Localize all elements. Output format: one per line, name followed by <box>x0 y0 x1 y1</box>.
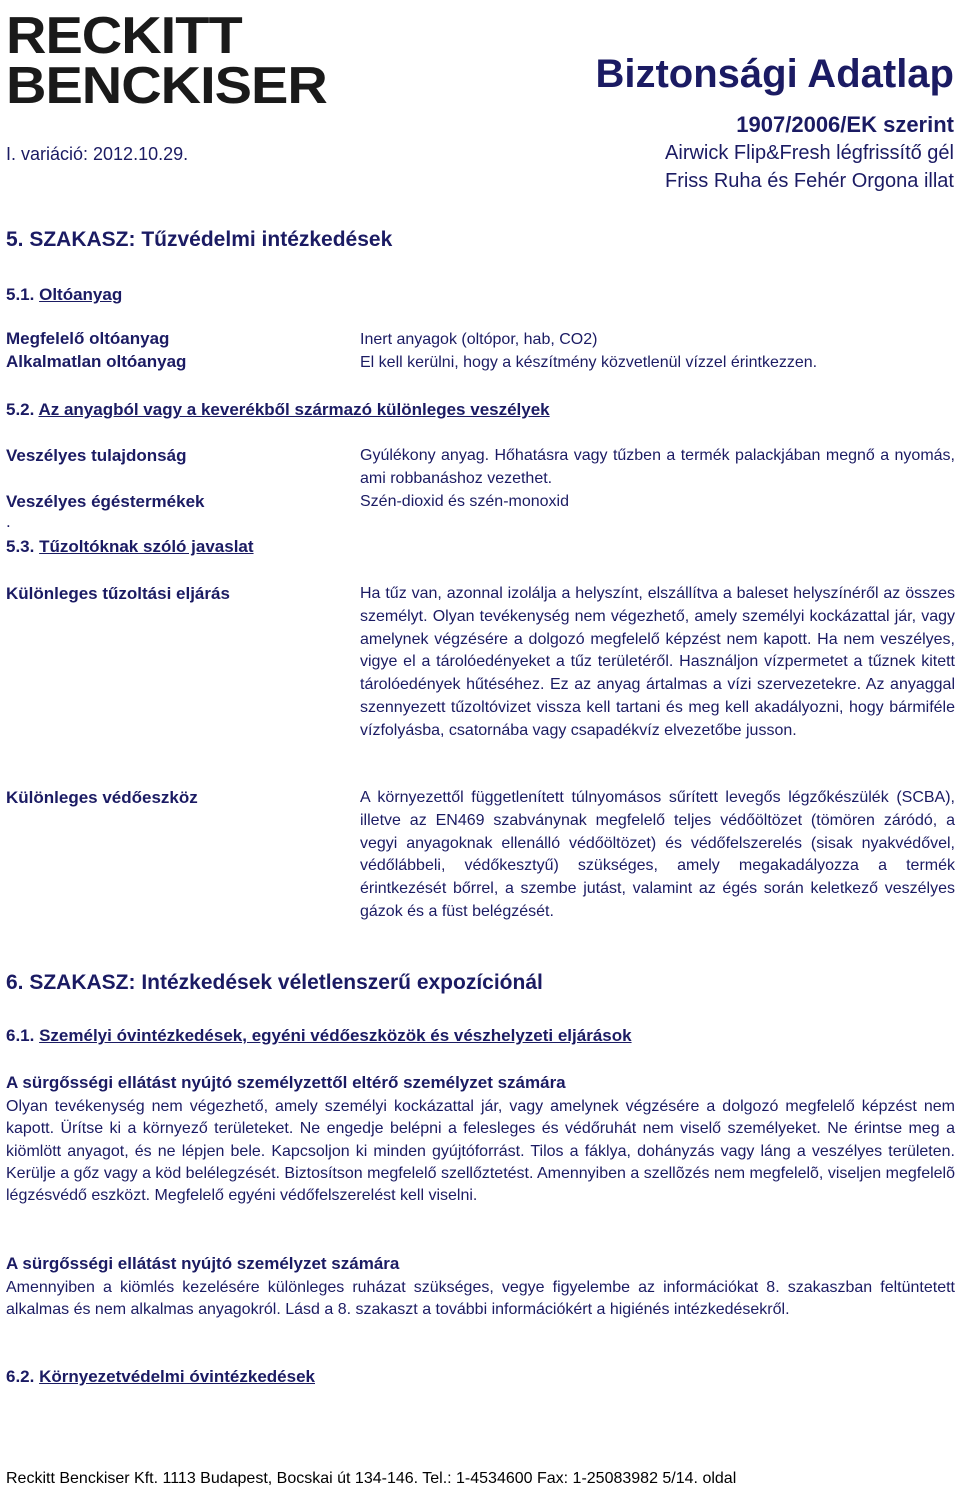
subsection-number: 5.2. <box>6 400 35 419</box>
subsection-5-3-heading <box>6 537 254 557</box>
subsection-6-1-heading <box>6 1026 632 1046</box>
subsection-6-2-heading <box>6 1367 315 1387</box>
stray-dot: . <box>6 512 11 531</box>
subsection-5-2-heading <box>6 400 550 420</box>
protective-equipment-label: Különleges védőeszköz <box>6 788 198 807</box>
non-emergency-personnel-text: Olyan tevékenység nem végezhető, amely személyi kockázattal jár, vagy amelynek végzésére a dolgozó megfelelő képzést nem kapott. Ürítse ki a környező területeket. Ne engedje belépni a felesleges és védőruhát nem viselő személyeket. Ne érintse meg a kiömlött anyagot, és ne lépjen bele. Kapcsoljon ki minden gyújtóforrást. Tilos a fáklya, dohányzás vagy láng a veszélyes területen. Kerülje a gőz vagy a köd belélegzését. Biztosítson megfelelő szellőztetést. Amennyiben a szellõzés nem megfelelõ, viseljen megfelelõ légzésvédő eszközt. Megfelelő egyéni védőfelszerelést kell viselni. <box>6 1098 955 1205</box>
subsection-title: Környezetvédelmi óvintézkedések <box>39 1367 315 1386</box>
document-title: Biztonsági Adatlap <box>595 52 954 96</box>
emergency-responders-text: Amennyiben a kiömlés kezelésére különleges ruházat szükséges, vegye figyelembe az információkat 8. szakaszban feltüntetett alkalmas és nem alkalmas anyagokról. Lásd a 8. szakaszt a további információkért a higiénés intézkedésekről. <box>6 1279 955 1319</box>
subsection-title: Személyi óvintézkedések, egyéni védőeszközök és vészhelyzeti eljárások <box>39 1026 632 1045</box>
firefighting-procedure-value: Ha tűz van, azonnal izolálja a helyszínt, elszállítva a baleset helyszínéről az összes személyt. Olyan tevékenység nem végezhető, amely személyi kockázattal jár, vagy amelynek végzésére a dolgozó megfelelő képzést nem kapott. Ha nem veszélyes, vigye el a tárolóedényeket a tűz területéről. Használjon vízpermetet a tűznek kitett tárolóedények hűtéséhez. Ez az anyag ártalmas a vízi szervezetekre. Az anyaggal szennyezett tűzoltóvizet vissza kell tartani és meg kell akadályozni, hogy bármiféle vízfolyásba, csatornába vagy csapadékvíz elvezetőbe jusson. <box>360 585 955 739</box>
unsuitable-media-value: El kell kerülni, hogy a készítmény közvetlenül vízzel érintkezzen. <box>360 354 818 371</box>
subsection-5-1-heading <box>6 285 122 305</box>
subsection-number: 6.2. <box>6 1367 35 1386</box>
suitable-media-label: Megfelelő oltóanyag <box>6 329 170 348</box>
subsection-number: 5.3. <box>6 537 35 556</box>
section-6-heading: 6. SZAKASZ: Intézkedések véletlenszerű expozíciónál <box>6 971 543 994</box>
unsuitable-media-label: Alkalmatlan oltóanyag <box>6 352 187 371</box>
subsection-number: 6.1. <box>6 1026 35 1045</box>
non-emergency-personnel-title: A sürgősségi ellátást nyújtó személyzettől eltérő személyzet számára <box>6 1073 566 1092</box>
protective-equipment-value: A környezettől függetlenített túlnyomásos sűrített levegős légzőkészülék (SCBA), illetve az EN469 szabványnak megfelelő teljes védőöltözet (tömören záródó, a vegyi anyagoknak ellenálló védőöltözet) és védőfelszerelés (sisak nyakvédővel, védőlábbeli, védőkesztyű) szükséges, amely megakadályozza a termék érintkezését bőrrel, a szembe jutást, valamint az égés során keletkező veszélyes gázok és a füst belégzését. <box>360 789 955 920</box>
page-footer: Reckitt Benckiser Kft. 1113 Budapest, Bocskai út 134-146. Tel.: 1-4534600 Fax: 1-25083982 5/14. oldal <box>6 1470 737 1487</box>
combustion-products-label: Veszélyes égéstermékek <box>6 492 205 511</box>
section-5-heading: 5. SZAKASZ: Tűzvédelmi intézkedések <box>6 228 393 251</box>
firefighting-procedure-label: Különleges tűzoltási eljárás <box>6 584 230 603</box>
product-name: Airwick Flip&Fresh légfrissítő gél <box>665 142 954 164</box>
hazard-label: Veszélyes tulajdonság <box>6 446 187 465</box>
subsection-number: 5.1. <box>6 285 35 304</box>
subsection-title: Oltóanyag <box>39 285 123 304</box>
logo-line-1: RECKITT <box>6 6 242 65</box>
logo-line-2: BENCKISER <box>6 56 327 115</box>
version-date: I. variáció: 2012.10.29. <box>6 144 189 164</box>
combustion-products-value: Szén-dioxid és szén-monoxid <box>360 493 569 510</box>
regulation-line: 1907/2006/EK szerint <box>736 112 954 137</box>
hazard-value: Gyúlékony anyag. Hőhatásra vagy tűzben a termék palackjában megnő a nyomás, ami robbanáshoz vezethet. <box>360 447 955 487</box>
subsection-title: Tűzoltóknak szóló javaslat <box>39 537 254 556</box>
subsection-title: Az anyagból vagy a keverékből származó különleges veszélyek <box>38 400 550 419</box>
suitable-media-value: Inert anyagok (oltópor, hab, CO2) <box>360 331 598 348</box>
product-variant: Friss Ruha és Fehér Orgona illat <box>664 170 954 192</box>
emergency-responders-title: A sürgősségi ellátást nyújtó személyzet számára <box>6 1254 400 1273</box>
company-logo <box>6 6 327 115</box>
